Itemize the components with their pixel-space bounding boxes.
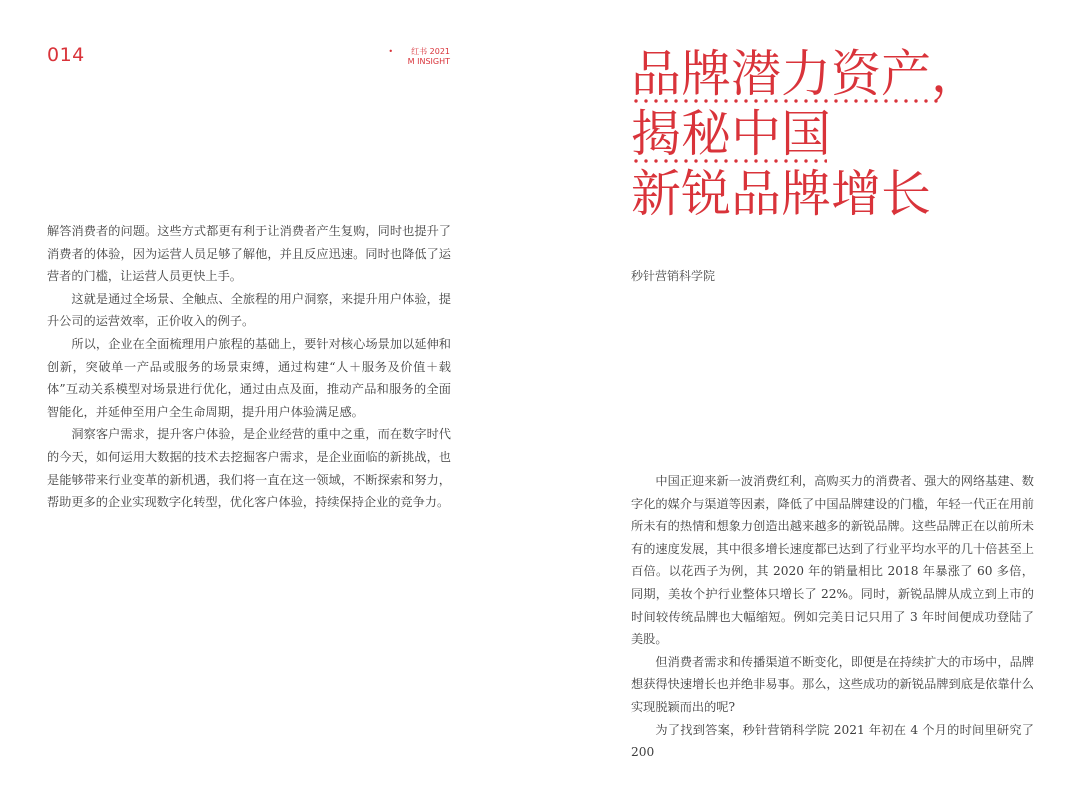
headline-line: 揭秘中国	[631, 105, 831, 163]
article-author: 秒针营销科学院	[631, 269, 716, 283]
body-paragraph: 但消费者需求和传播渠道不断变化，即便是在持续扩大的市场中，品牌想获得快速增长也并绝非易事。那么，这些成功的新锐品牌到底是依靠什么实现脱颖而出的呢?	[631, 654, 1034, 714]
page-number: 014	[47, 44, 85, 66]
publication-subtitle: M INSIGHT	[407, 57, 450, 66]
body-paragraph: 这就是通过全场景、全触点、全旅程的用户洞察，来提升用户体验，提升公司的运营效率，正价收入的例子。	[47, 291, 451, 329]
body-paragraph: 中国正迎来新一波消费红利，高购买力的消费者、强大的网络基建、数字化的媒介与渠道等因素，降低了中国品牌建设的门槛，年轻一代正在用前所未有的热情和想象力创造出越来越多的新锐品牌。这些品牌正在以前所未有的速度发展，其中很多增长速度都已达到了行业平均水平的几十倍甚至上百倍。以花西子为例，其 2020 年的销量相比 2018 年暴涨了 60 多倍，同期，美妆个护行业整体只增长了 22%。同时，新锐品牌从成立到上市的时间较传统品牌也大幅缩短。例如完美日记只用了 3 年时间便成功登陆了美股。	[631, 474, 1034, 647]
right-page-body	[631, 470, 1034, 764]
publication-title: 红书 2021	[411, 47, 450, 56]
headline-line: 品牌潜力资产，	[631, 45, 981, 103]
headline-line: 新锐品牌增长	[631, 165, 931, 223]
left-page-body	[47, 220, 451, 514]
bullet-icon: •	[388, 47, 394, 56]
article-headline	[631, 44, 981, 224]
publication-mark	[388, 47, 450, 67]
body-paragraph: 为了找到答案，秒针营销科学院 2021 年初在 4 个月的时间里研究了 200	[631, 722, 1034, 760]
body-paragraph: 洞察客户需求，提升客户体验，是企业经营的重中之重，而在数字时代的今天，如何运用大数据的技术去挖掘客户需求，是企业面临的新挑战，也是能够带来行业变革的新机遇，我们将一直在这一领域，不断探索和努力，帮助更多的企业实现数字化转型，优化客户体验，持续保持企业的竞争力。	[47, 427, 451, 510]
body-paragraph: 解答消费者的问题。这些方式都更有利于让消费者产生复购，同时也提升了消费者的体验，因为运营人员足够了解他，并且反应迅速。同时也降低了运营者的门槛，让运营人员更快上手。	[47, 224, 451, 284]
body-paragraph: 所以，企业在全面梳理用户旅程的基础上，要针对核心场景加以延伸和创新，突破单一产品或服务的场景束缚，通过构建“人＋服务及价值＋载体”互动关系模型对场景进行优化，通过由点及面，推动产品和服务的全面智能化，并延伸至用户全生命周期，提升用户体验满足感。	[47, 336, 451, 419]
